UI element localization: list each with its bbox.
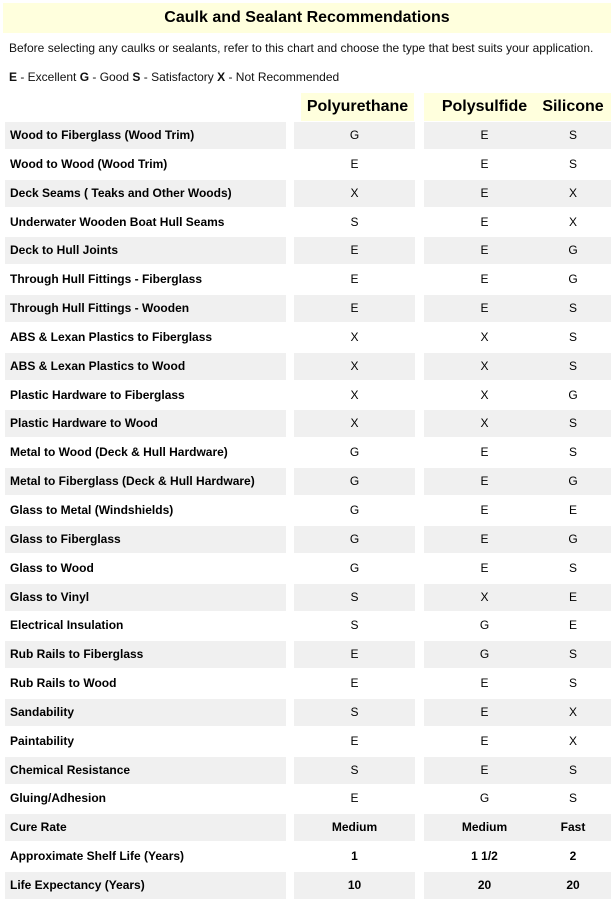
rating-polysulfide: E [480,733,489,748]
rating-polyurethane: E [294,237,415,264]
rating-silicone: 20 [535,872,611,899]
rating-polysulfide: E [424,526,545,553]
rating-silicone: S [568,445,577,460]
row-label: Wood to Wood (Wood Trim) [10,156,168,171]
table-body [5,121,611,900]
row-label: Paintability [10,733,75,748]
rating-silicone: E [568,502,577,517]
row-label: ABS & Lexan Plastics to Fiberglass [10,329,213,344]
rating-polyurethane: 10 [294,872,415,899]
row-label: Cure Rate [5,814,286,841]
rating-polysulfide: G [479,791,490,806]
rating-polyurethane: X [350,329,359,344]
rating-polyurethane: X [294,410,415,437]
table-row [5,179,611,208]
row-label: Glass to Fiberglass [5,526,286,553]
rating-polyurethane: S [350,214,359,229]
rating-silicone: S [535,410,611,437]
rating-polyurethane: X [294,180,415,207]
rating-polysulfide: X [424,584,545,611]
rating-silicone: X [535,699,611,726]
page-title: Caulk and Sealant Recommendations [3,3,611,33]
table-row [5,842,611,871]
rating-silicone: G [535,468,611,495]
table-row [5,727,611,756]
rating-silicone: S [535,757,611,784]
table-row [5,611,611,640]
column-header-polyurethane: Polyurethane [301,93,414,121]
rating-polyurethane: E [350,791,359,806]
rating-polysulfide: E [424,757,545,784]
table-row [5,496,611,525]
rating-silicone: S [568,329,577,344]
table-row [5,640,611,669]
rating-polyurethane: E [350,156,359,171]
recommendations-table [5,93,611,900]
row-label: Metal to Fiberglass (Deck & Hull Hardware) [5,468,286,495]
rating-silicone: S [568,156,577,171]
rating-silicone: S [568,560,577,575]
table-row [5,698,611,727]
rating-silicone: G [568,272,578,287]
legend-code: X [217,70,226,84]
legend-code: E [9,70,18,84]
rating-polysulfide: E [424,237,545,264]
rating-polysulfide: E [424,295,545,322]
row-label: ABS & Lexan Plastics to Wood [5,353,286,380]
legend-text: - Excellent [17,70,80,84]
rating-polyurethane: 1 [351,849,358,864]
row-label: Deck to Hull Joints [5,237,286,264]
rating-legend [9,70,339,84]
rating-polyurethane: G [294,122,415,149]
rating-polysulfide: E [480,560,489,575]
row-label: Gluing/Adhesion [10,791,106,806]
rating-polysulfide: X [424,353,545,380]
row-label: Chemical Resistance [5,757,286,784]
rating-silicone: S [568,676,577,691]
rating-polyurethane: S [294,757,415,784]
rating-polysulfide: 20 [424,872,545,899]
rating-silicone: S [535,295,611,322]
row-label: Underwater Wooden Boat Hull Seams [10,214,225,229]
table-row [5,323,611,352]
row-label: Life Expectancy (Years) [5,872,286,899]
rating-polyurethane: G [349,560,360,575]
legend-text: - Not Recommended [225,70,340,84]
rating-silicone: S [535,353,611,380]
table-row [5,784,611,813]
legend-text: - Good [89,70,133,84]
intro-text: Before selecting any caulks or sealants, refer to this chart and choose the type that best suits your application. [9,41,594,55]
rating-polysulfide: 1 1/2 [471,849,498,864]
rating-polyurethane: E [350,272,359,287]
row-label: Wood to Fiberglass (Wood Trim) [5,122,286,149]
table-row [5,409,611,438]
row-label: Rub Rails to Wood [10,676,117,691]
row-label: Glass to Vinyl [5,584,286,611]
rating-polysulfide: E [424,468,545,495]
table-row [5,756,611,785]
rating-polyurethane: G [349,502,360,517]
table-row [5,525,611,554]
table-row [5,150,611,179]
legend-text: - Satisfactory [140,70,218,84]
legend-code: G [79,70,90,84]
row-label: Plastic Hardware to Wood [5,410,286,437]
row-label: Metal to Wood (Deck & Hull Hardware) [10,445,228,460]
rating-polyurethane: S [350,618,359,633]
rating-silicone: E [535,584,611,611]
rating-polysulfide: Medium [424,814,545,841]
rating-silicone: S [535,122,611,149]
rating-silicone: Fast [535,814,611,841]
rating-polyurethane: X [350,387,359,402]
table-row [5,583,611,612]
table-row [5,236,611,265]
rating-polysulfide: X [424,410,545,437]
rating-silicone: G [568,387,578,402]
rating-silicone: E [568,618,577,633]
table-row [5,438,611,467]
row-label: Through Hull Fittings - Wooden [5,295,286,322]
table-row [5,669,611,698]
rating-silicone: X [535,180,611,207]
rating-polysulfide: E [424,180,545,207]
rating-silicone: S [535,641,611,668]
rating-polysulfide: E [480,676,489,691]
rating-silicone: X [568,214,577,229]
rating-polyurethane: E [294,641,415,668]
row-label: Glass to Metal (Windshields) [10,502,174,517]
table-row [5,813,611,842]
rating-polysulfide: X [480,387,489,402]
rating-silicone: G [535,526,611,553]
rating-polyurethane: S [294,699,415,726]
rating-polysulfide: X [480,329,489,344]
rating-silicone: S [568,791,577,806]
row-label: Plastic Hardware to Fiberglass [10,387,185,402]
row-label: Deck Seams ( Teaks and Other Woods) [5,180,286,207]
row-label: Rub Rails to Fiberglass [5,641,286,668]
column-header-silicone: Silicone [535,93,611,121]
table-row [5,208,611,237]
table-row [5,554,611,583]
rating-silicone: X [568,733,577,748]
rating-polyurethane: E [294,295,415,322]
table-row [5,294,611,323]
rating-polyurethane: X [294,353,415,380]
rating-silicone: 2 [569,849,577,864]
rating-polyurethane: E [350,676,359,691]
rating-polysulfide: E [480,272,489,287]
row-label: Glass to Wood [10,560,94,575]
rating-polysulfide: G [424,641,545,668]
rating-polysulfide: E [424,122,545,149]
table-header [5,93,611,121]
row-label: Sandability [5,699,286,726]
rating-polysulfide: E [480,445,489,460]
table-row [5,467,611,496]
rating-silicone: G [535,237,611,264]
rating-polysulfide: E [480,156,489,171]
row-label: Through Hull Fittings - Fiberglass [10,272,202,287]
table-row [5,265,611,294]
rating-polyurethane: S [294,584,415,611]
rating-polyurethane: G [294,526,415,553]
table-row [5,352,611,381]
table-row [5,381,611,410]
rating-polyurethane: G [294,468,415,495]
legend-code: S [132,70,141,84]
table-row [5,871,611,900]
table-row [5,121,611,150]
rating-polyurethane: G [349,445,360,460]
rating-polysulfide: E [424,699,545,726]
row-label: Approximate Shelf Life (Years) [10,849,185,864]
rating-polyurethane: E [350,733,359,748]
rating-polysulfide: G [479,618,490,633]
rating-polysulfide: E [480,214,489,229]
column-header-polysulfide: Polysulfide [424,93,545,121]
row-label: Electrical Insulation [10,618,124,633]
rating-polysulfide: E [480,502,489,517]
rating-polyurethane: Medium [294,814,415,841]
